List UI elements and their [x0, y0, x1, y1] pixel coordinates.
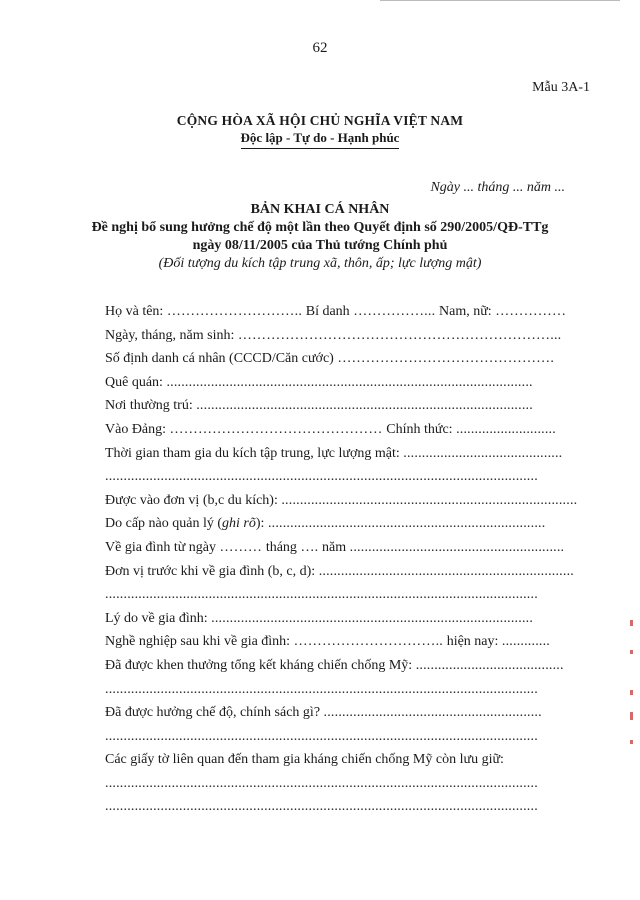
fill-dots: ...................................................................................................	[166, 374, 533, 390]
occupation-now-label: hiện nay:	[446, 634, 499, 650]
fill-dots: ……………………………………….	[337, 351, 555, 367]
managing-level-row[interactable]	[105, 512, 590, 536]
unit-joined-row[interactable]	[105, 489, 590, 513]
unit-joined-label: Được vào đơn vị (b,c du kích):	[105, 492, 278, 508]
blank-line[interactable]	[105, 795, 590, 819]
prior-unit-label: Đơn vị trước khi về gia đình (b, c, d):	[105, 563, 316, 579]
blank-line[interactable]	[105, 772, 590, 796]
full-name-row[interactable]	[105, 300, 590, 324]
blank-line[interactable]	[105, 465, 590, 489]
fill-dots: .....................................................................................................................	[105, 775, 538, 791]
fill-dots: …………………………..	[293, 634, 447, 650]
fill-dots: .....................................................................................................................	[105, 728, 538, 744]
fill-dots: ………………………………………	[169, 421, 387, 437]
service-period-label: Thời gian tham gia du kích tập trung, lực lượng mật:	[105, 445, 400, 461]
blank-line[interactable]	[105, 583, 590, 607]
fill-dots: ...........................................................................	[267, 516, 546, 532]
year-label: năm	[322, 539, 347, 555]
fill-dots: ……………...	[353, 304, 439, 319]
managing-level-prefix: Do cấp nào quản lý (	[105, 516, 223, 532]
managing-level-suffix: ):	[255, 516, 265, 532]
republic-heading: CỘNG HÒA XÃ HỘI CHỦ NGHĨA VIỆT NAM	[176, 113, 464, 128]
return-date-label: Về gia đình từ ngày	[105, 539, 217, 555]
gender-label: Nam, nữ:	[439, 304, 492, 319]
fill-dots: .....................................................................................................................	[105, 681, 538, 697]
date-line: Ngày ... tháng ... năm ...	[430, 180, 565, 195]
fill-dots: .....................................................................................................................	[105, 587, 538, 603]
scan-mark	[630, 740, 633, 744]
hometown-label: Quê quán:	[105, 374, 163, 390]
party-join-label: Vào Đảng:	[105, 421, 167, 437]
benefits-label: Đã được hưởng chế độ, chính sách gì?	[105, 705, 321, 721]
id-number-row[interactable]	[105, 347, 590, 371]
form-fields	[105, 300, 590, 819]
blank-line[interactable]	[105, 678, 590, 702]
birth-date-label: Ngày, tháng, năm sinh:	[105, 327, 235, 343]
commendation-label: Đã được khen thưởng tổng kết kháng chiến chống Mỹ:	[105, 657, 413, 673]
scan-mark	[630, 712, 633, 720]
residence-label: Nơi thường trú:	[105, 398, 193, 414]
blank-line[interactable]	[105, 725, 590, 749]
fill-dots: ................................................................................	[281, 492, 578, 508]
fill-dots: ………………………..	[166, 304, 306, 319]
full-name-label: Họ và tên:	[105, 304, 164, 319]
fill-dots: ...........................	[456, 421, 556, 437]
id-number-label: Số định danh cá nhân (CCCD/Căn cước)	[105, 351, 334, 367]
birth-date-row[interactable]	[105, 324, 590, 348]
fill-dots: ........................................	[415, 657, 564, 673]
fill-dots: ……………	[495, 304, 567, 319]
return-date-row[interactable]	[105, 536, 590, 560]
fill-dots: …………………………………………………………...	[237, 327, 562, 343]
documents-kept-row[interactable]	[105, 748, 590, 772]
subject-note: (Đối tượng du kích tập trung xã, thôn, ấp; lực lượng mật)	[158, 256, 482, 271]
fill-dots: ...........................................	[403, 445, 563, 461]
party-row[interactable]	[105, 418, 590, 442]
motto: Độc lập - Tự do - Hạnh phúc	[241, 130, 400, 149]
fill-dots: .....................................................................................................................	[105, 469, 538, 485]
motto-wrapper	[0, 130, 640, 149]
benefits-row[interactable]	[105, 701, 590, 725]
fill-dots: ...........................................................................................	[196, 398, 533, 414]
commendation-row[interactable]	[105, 654, 590, 678]
prior-unit-row[interactable]	[105, 560, 590, 584]
residence-row[interactable]	[105, 394, 590, 418]
document-title: BẢN KHAI CÁ NHÂN	[250, 202, 390, 217]
fill-dots: .....................................................................................................................	[105, 799, 538, 815]
return-reason-label: Lý do về gia đình:	[105, 610, 208, 626]
alias-label: Bí danh	[305, 304, 350, 319]
hometown-row[interactable]	[105, 371, 590, 395]
fill-dots: ..........................................................	[349, 539, 565, 555]
occupation-row[interactable]	[105, 630, 590, 654]
month-label: tháng	[265, 539, 297, 555]
fill-dots: ….	[300, 539, 323, 555]
fill-dots: ...........................................................	[323, 705, 542, 721]
fill-dots: .......................................................................................	[211, 610, 534, 626]
return-reason-row[interactable]	[105, 607, 590, 631]
service-period-row[interactable]	[105, 442, 590, 466]
top-edge-line	[380, 0, 620, 1]
fill-dots: ………	[219, 539, 266, 555]
fill-dots: .....................................................................	[318, 563, 574, 579]
documents-kept-label: Các giấy tờ liên quan đến tham gia kháng chiến chống Mỹ còn lưu giữ:	[105, 752, 504, 768]
document-subtitle-line1: Đề nghị bổ sung hưởng chế độ một lần theo Quyết định số 290/2005/QĐ-TTg	[91, 220, 549, 235]
scan-mark	[630, 650, 633, 654]
scan-mark	[630, 690, 633, 695]
fill-dots: .............	[501, 634, 551, 650]
managing-level-hint: ghi rõ	[222, 516, 256, 532]
official-label: Chính thức:	[386, 421, 453, 437]
occupation-after-label: Nghề nghiệp sau khi về gia đình:	[105, 634, 291, 650]
page-number: 62	[312, 40, 328, 56]
scan-mark	[630, 620, 633, 626]
form-code: Mẫu 3A-1	[532, 80, 590, 95]
document-subtitle-line2: ngày 08/11/2005 của Thủ tướng Chính phủ	[192, 238, 448, 253]
